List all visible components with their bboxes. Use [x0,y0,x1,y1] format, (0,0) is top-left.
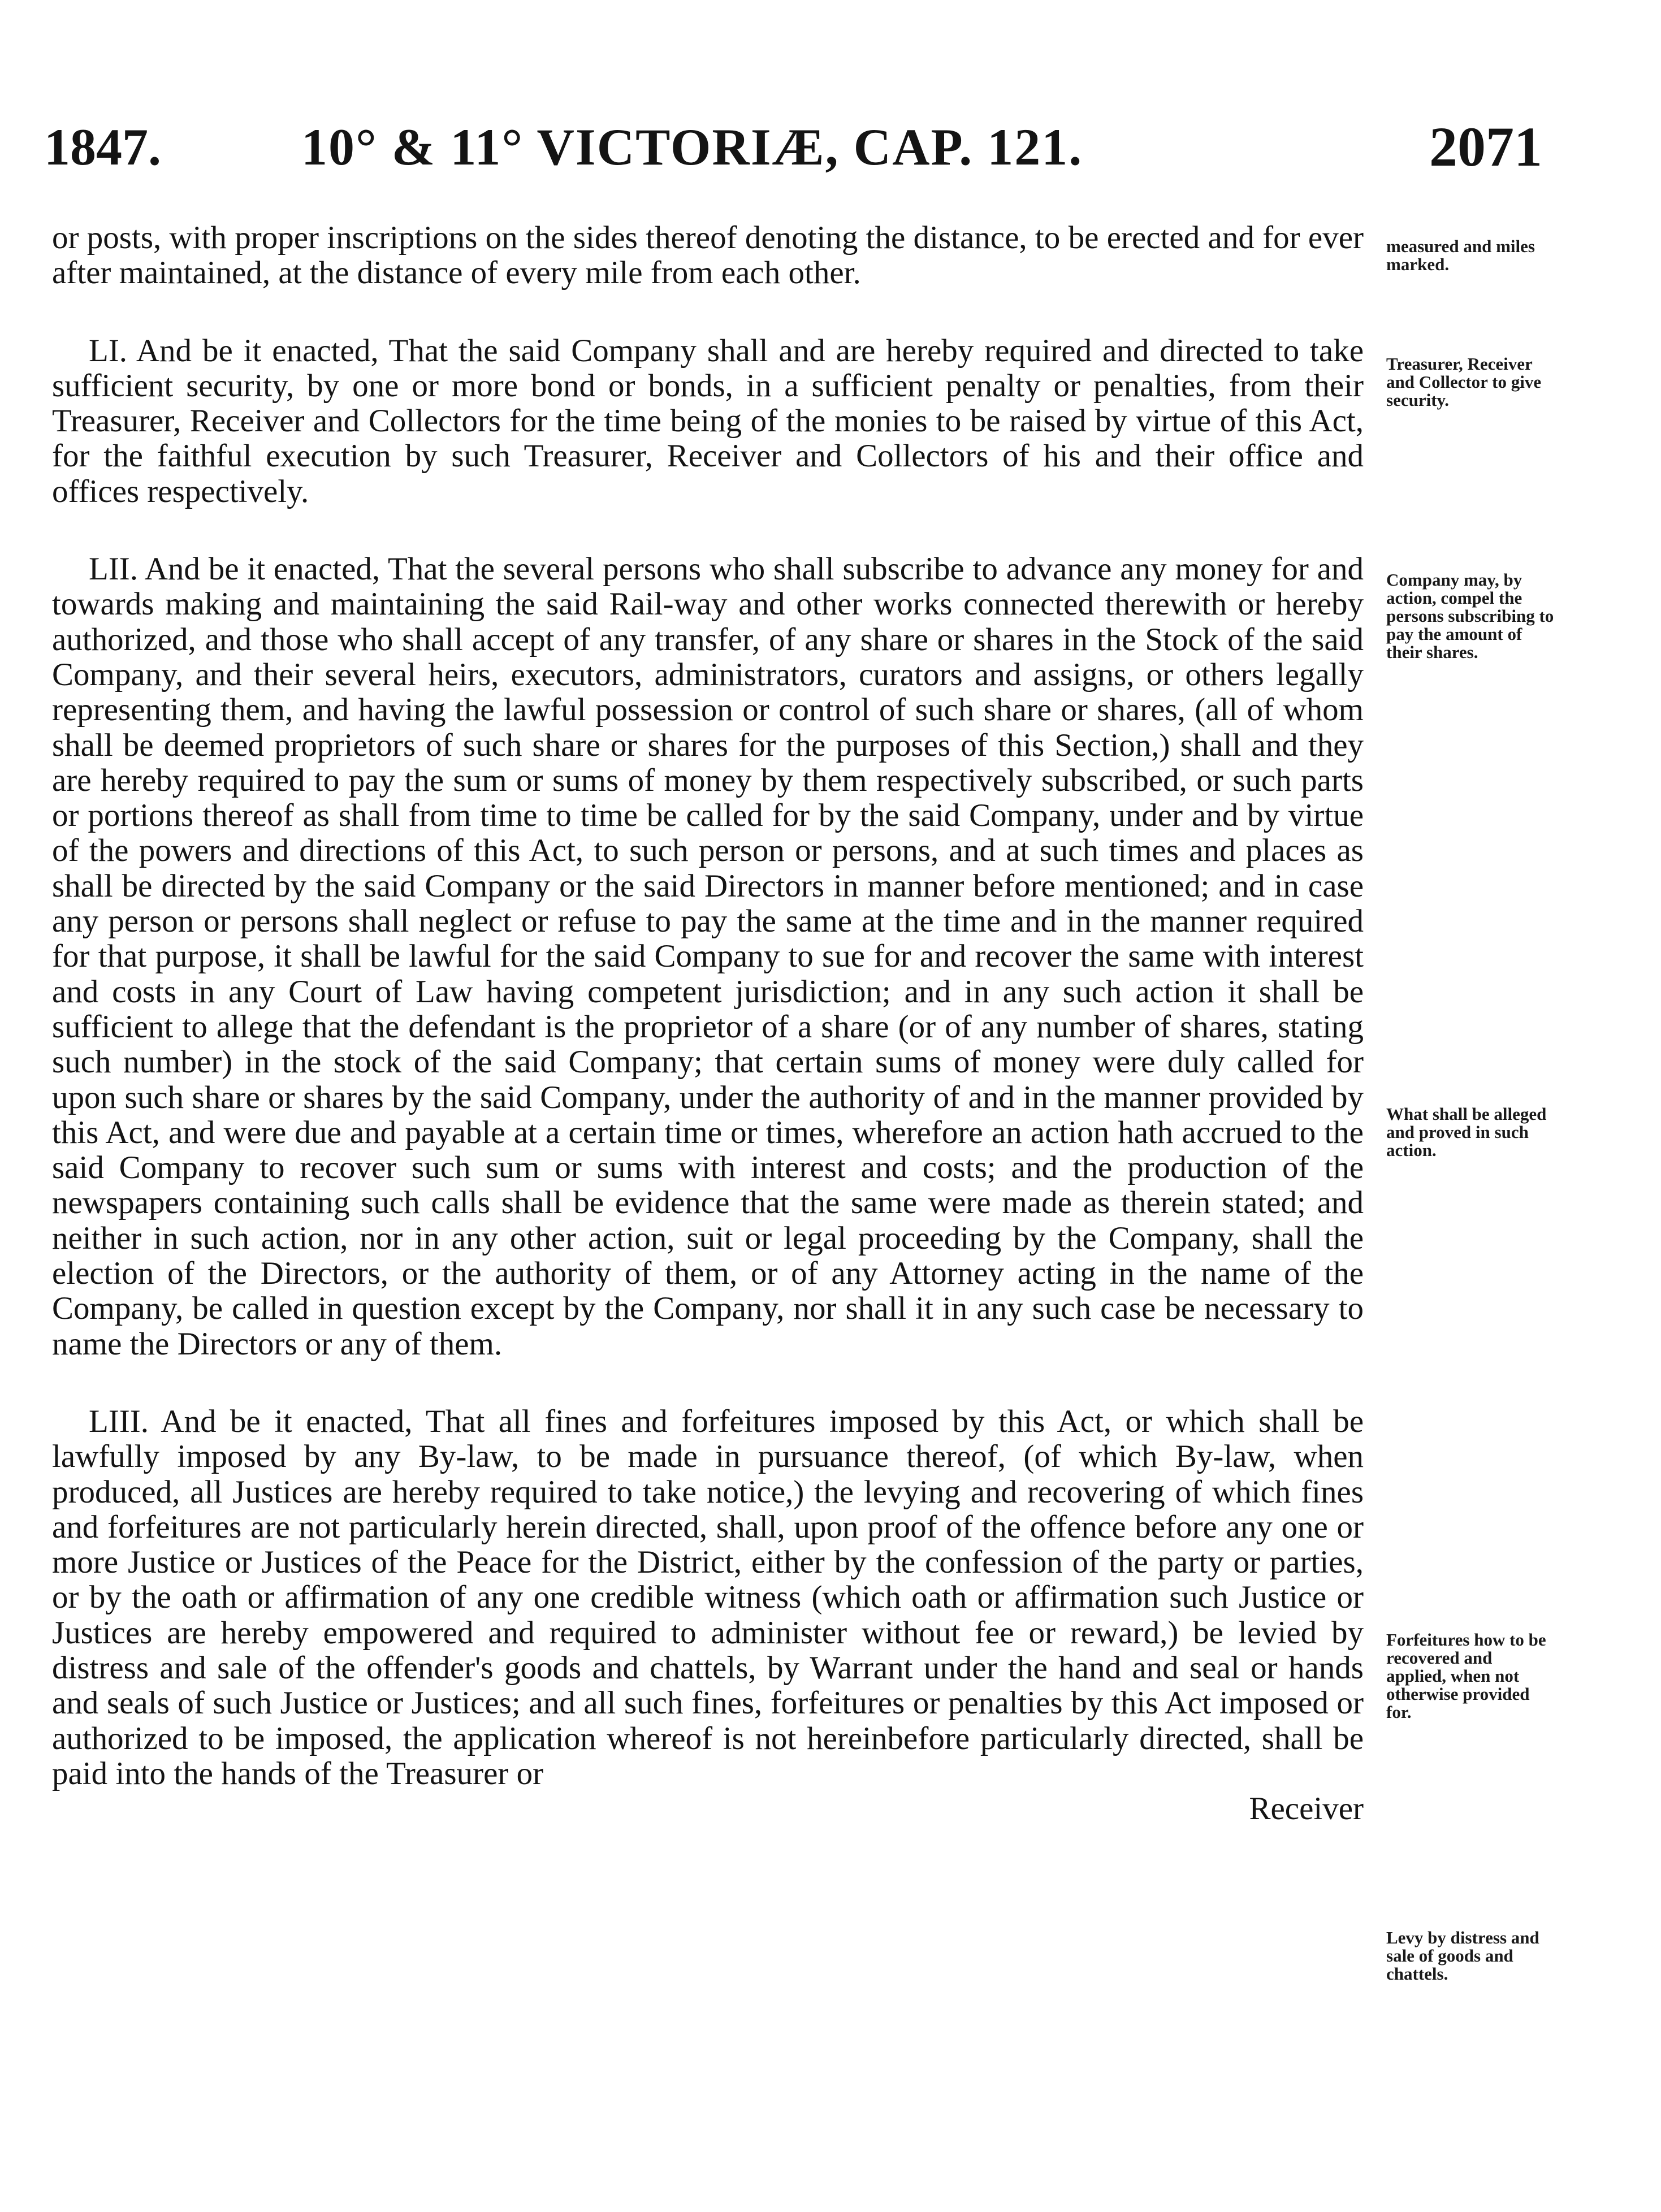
margin-note-forfeitures: Forfeitures how to be recovered and applied, when not otherwise provided for. [1386,1630,1546,1722]
catchword: Receiver [1249,1791,1364,1827]
section-liii: LIII. And be it enacted, That all fines and forfeitures imposed by this Act, or which shall be lawfully imposed by any By-law, to be made in pursuance thereof, (of which By-law, when produced, all Justices are hereby required to take notice,) the levying and recovering of which fines and forfeitures are not particularly herein directed, shall, upon proof of the offence before any one or more Justice or Justices of the Peace for the District, either by the confession of the party or parties, or by the oath or affirmation of any one credible witness (which oath or affirmation such Justice or Justices are hereby empowered and required to administer without fee or reward,) be levied by distress and sale of the offender's goods and chattels, by Warrant under the hand and seal or hands and seals of such Justice or Justices; and all such fines, forfeitures or penalties by this Act imposed or authorized to be imposed, the application whereof is not hereinbefore particularly directed, shall be paid into the hands of the Treasurer or [52,1403,1364,1791]
margin-note-action: What shall be alleged and proved in such action. [1386,1104,1547,1160]
running-header [44,113,1542,181]
header-year: 1847. [44,118,161,176]
page-number: 2071 [1429,115,1542,178]
margin-note-miles: measured and miles marked. [1386,236,1535,274]
section-lii: LII. And be it enacted, That the several persons who shall subscribe to advance any money for and towards making and maintaining the said Rail-way and other works connected therewith or hereby authorized, and those who shall accept of any transfer, of any share or shares in the Stock of the said Company, and their several heirs, executors, administrators, curators and assigns, or others legally representing them, and having the lawful possession or control of such share or shares, (all of whom shall be deemed proprietors of such share or shares for the purposes of this Section,) shall and they are hereby required to pay the sum or sums of money by them respectively subscribed, or such parts or portions thereof as shall from time to time be called for by the said Company, under and by virtue of the powers and directions of this Act, to such person or persons, and at such times and places as shall be directed by the said Company or the said Directors in manner before mentioned; and in case any person or persons shall neglect or refuse to pay the same at the time and in the manner required for that purpose, it shall be lawful for the said Company to sue for and recover the same with interest and costs in any Court of Law having competent jurisdiction; and in any such action it shall be sufficient to allege that the defendant is the proprietor of a share (or of any number of shares, stating such number) in the stock of the said Company; that certain sums of money were duly called for upon such share or shares by the said Company, under the authority of and in the manner provided by this Act, and were due and payable at a certain time or times, wherefore an action hath accrued to the said Company to recover such sum or sums with interest and costs; and the production of the newspapers containing such calls shall be evidence that the same were made as therein stated; and neither in such action, nor in any other action, suit or legal proceeding by the Company, shall the election of the Directors, or the authority of them, or of any Attorney acting in the name of the Company, be called in question except by the Company, nor shall it in any such case be necessary to name the Directors or any of them. [52,551,1364,1362]
paragraph-continuation: or posts, with proper inscriptions on the sides thereof denoting the distance, to be erected and for ever after maintained, at the distance of every mile from each other. [52,220,1364,291]
margin-note-security: Treasurer, Receiver and Collector to give security. [1386,354,1542,410]
body-text [52,220,1364,1826]
section-li: LI. And be it enacted, That the said Company shall and are hereby required and directed to take sufficient security, by one or more bond or bonds, in a sufficient penalty or penalties, from their Treasurer, Receiver and Collectors for the time being of the monies to be raised by virtue of this Act, for the faithful execution by such Treasurer, Receiver and Collectors of his and their office and offices respectively. [52,332,1364,509]
margin-note-levy: Levy by distress and sale of goods and chattels. [1386,1928,1539,1984]
margin-note-calls: Company may, by action, compel the persons subscribing to pay the amount of their shares. [1386,570,1554,662]
header-title: 10° & 11° VICTORIÆ, CAP. 121. [301,118,1083,176]
